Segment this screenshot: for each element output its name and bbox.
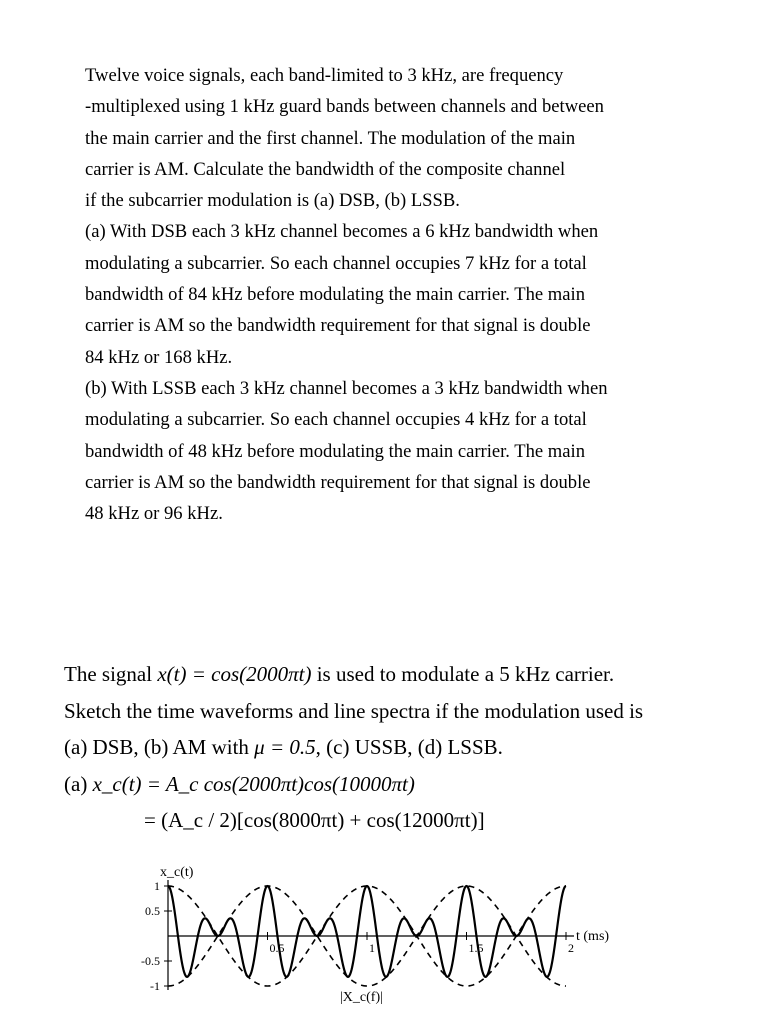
equation: x_c(t) = A_c cos(2000πt)cos(10000πt) (92, 771, 415, 796)
equation: μ = 0.5 (254, 735, 316, 759)
y-tick-label: 0.5 (145, 904, 160, 918)
text-line: (b) With LSSB each 3 kHz channel becomes a 3 kHz bandwidth when (85, 377, 608, 399)
text-line (64, 766, 764, 803)
text-segment: (a) (64, 771, 93, 796)
waveform-plot (0, 850, 768, 990)
text-line (64, 656, 764, 693)
y-axis-label: x_c(t) (160, 865, 194, 880)
text-line: bandwidth of 84 kHz before modulating the main carrier. The main (85, 284, 585, 306)
text-line: (a) With DSB each 3 kHz channel becomes a 6 kHz bandwidth when (85, 221, 599, 243)
text-line: the main carrier and the first channel. The modulation of the main (85, 127, 576, 149)
x-tick-label: 1.5 (468, 941, 484, 955)
equation: x(t) = cos(2000πt) (157, 662, 312, 686)
text-line: carrier is AM. Calculate the bandwidth of the composite channel (85, 158, 566, 180)
text-line: if the subcarrier modulation is (a) DSB, (b) LSSB. (85, 190, 460, 212)
text-line: carrier is AM so the bandwidth requirement for that signal is double (85, 315, 591, 337)
y-tick-label: -1 (150, 979, 160, 990)
text-segment: , (c) USSB, (d) LSSB. (315, 735, 503, 759)
x-tick-label: 0.5 (269, 941, 285, 955)
y-tick-label: -0.5 (141, 954, 160, 968)
text-segment: is used to modulate a 5 kHz carrier. (311, 662, 615, 686)
text-segment: The signal (64, 662, 158, 686)
y-ticks (141, 879, 172, 990)
y-tick-label: 1 (154, 879, 160, 893)
spectrum-label: |X_c(f)| (340, 990, 383, 1005)
text-line: bandwidth of 48 kHz before modulating the main carrier. The main (85, 440, 585, 462)
text-line: modulating a subcarrier. So each channel occupies 4 kHz for a total (85, 409, 587, 431)
text-segment: (a) DSB, (b) AM with (64, 735, 255, 759)
text-line: Sketch the time waveforms and line spectra if the modulation used is (64, 698, 644, 723)
problem-2-text (64, 656, 764, 839)
equation: = (A_c / 2)[cos(8000πt) + cos(12000πt)] (144, 808, 485, 832)
dsb-signal-line (168, 886, 566, 977)
x-axis-label: t (ms) (576, 929, 610, 944)
x-tick-label: 2 (568, 941, 574, 955)
problem-1-text (85, 60, 725, 529)
text-line: modulating a subcarrier. So each channel occupies 7 kHz for a total (85, 252, 587, 274)
text-line: 84 kHz or 168 kHz. (85, 346, 233, 368)
text-line (64, 729, 764, 766)
text-line: Twelve voice signals, each band-limited to 3 kHz, are frequency (85, 65, 564, 86)
text-line: carrier is AM so the bandwidth requirement for that signal is double (85, 471, 591, 493)
text-line: 48 kHz or 96 kHz. (85, 503, 223, 525)
x-tick-label: 1 (369, 941, 375, 955)
text-line: -multiplexed using 1 kHz guard bands between channels and between (85, 96, 604, 118)
